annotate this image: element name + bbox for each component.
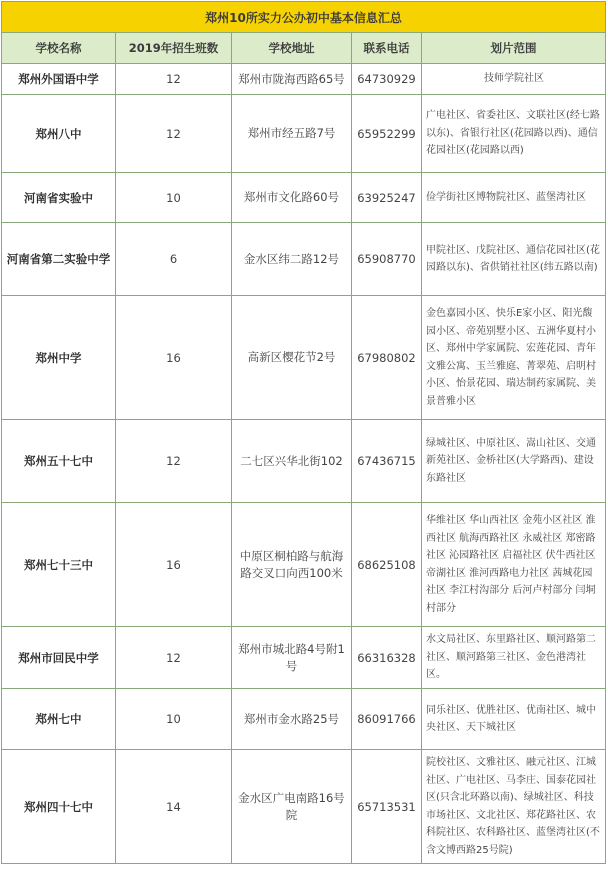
phone-number: 68625108 xyxy=(352,503,422,627)
phone-number: 65952299 xyxy=(352,95,422,173)
title-row xyxy=(2,2,606,33)
phone-number: 65908770 xyxy=(352,223,422,296)
phone-number: 86091766 xyxy=(352,689,422,750)
school-address: 中原区桐柏路与航海路交叉口向西100米 xyxy=(232,503,352,627)
school-name: 郑州四十七中 xyxy=(2,750,116,864)
district-range: 绿城社区、中原社区、嵩山社区、交通新苑社区、金桥社区(大学路西)、建设东路社区 xyxy=(422,420,606,503)
school-address: 二七区兴华北街102 xyxy=(232,420,352,503)
header-school-name: 学校名称 xyxy=(2,33,116,64)
school-address: 金水区广电南路16号院 xyxy=(232,750,352,864)
header-phone: 联系电话 xyxy=(352,33,422,64)
table-row xyxy=(2,420,606,503)
school-address: 郑州市文化路60号 xyxy=(232,173,352,223)
class-count: 14 xyxy=(116,750,232,864)
phone-number: 65713531 xyxy=(352,750,422,864)
header-row xyxy=(2,33,606,64)
school-address: 郑州市经五路7号 xyxy=(232,95,352,173)
school-name: 郑州外国语中学 xyxy=(2,64,116,95)
table-row xyxy=(2,627,606,689)
school-address: 郑州市城北路4号附1号 xyxy=(232,627,352,689)
school-address: 郑州市陇海西路65号 xyxy=(232,64,352,95)
header-class-count: 2019年招生班数 xyxy=(116,33,232,64)
class-count: 16 xyxy=(116,503,232,627)
class-count: 12 xyxy=(116,420,232,503)
district-range: 金色嘉园小区、快乐E家小区、阳光馥园小区、帝苑别墅小区、五洲华夏村小区、郑州中学家属院、宏莲花园、青年文雅公寓、玉兰雅庭、菁翠苑、启明村小区、怡景花园、瑞达制药家属院、美景普雅小区 xyxy=(422,296,606,420)
table-title: 郑州10所实力公办初中基本信息汇总 xyxy=(2,2,606,33)
phone-number: 64730929 xyxy=(352,64,422,95)
school-name: 郑州七十三中 xyxy=(2,503,116,627)
district-range: 甲院社区、戊院社区、通信花园社区(花园路以东)、省供销社社区(纬五路以南) xyxy=(422,223,606,296)
district-range: 院校社区、文雅社区、融元社区、江城社区、广电社区、马李庄、国泰花园社区(只含北环路以南)、绿城社区、科技市场社区、文北社区、郑花路社区、农科院社区、农科路社区、蓝堡湾社区(不含文博西路25号院) xyxy=(422,750,606,864)
district-range: 水文局社区、东里路社区、顺河路第二社区、顺河路第三社区、金色港湾社区。 xyxy=(422,627,606,689)
school-address: 郑州市金水路25号 xyxy=(232,689,352,750)
header-address: 学校地址 xyxy=(232,33,352,64)
class-count: 10 xyxy=(116,173,232,223)
table-row xyxy=(2,95,606,173)
school-name: 河南省第二实验中学 xyxy=(2,223,116,296)
header-district-range: 划片范围 xyxy=(422,33,606,64)
district-range: 俭学街社区博物院社区、蓝堡湾社区 xyxy=(422,173,606,223)
table-row xyxy=(2,750,606,864)
school-info-sheet xyxy=(1,1,605,864)
class-count: 16 xyxy=(116,296,232,420)
phone-number: 66316328 xyxy=(352,627,422,689)
phone-number: 63925247 xyxy=(352,173,422,223)
class-count: 6 xyxy=(116,223,232,296)
class-count: 10 xyxy=(116,689,232,750)
school-name: 郑州七中 xyxy=(2,689,116,750)
district-range: 同乐社区、优胜社区、优南社区、城中央社区、天下城社区 xyxy=(422,689,606,750)
table-row xyxy=(2,64,606,95)
school-name: 河南省实验中 xyxy=(2,173,116,223)
class-count: 12 xyxy=(116,95,232,173)
table-row xyxy=(2,173,606,223)
school-name: 郑州中学 xyxy=(2,296,116,420)
school-name: 郑州五十七中 xyxy=(2,420,116,503)
school-address: 高新区樱花节2号 xyxy=(232,296,352,420)
class-count: 12 xyxy=(116,627,232,689)
table-row xyxy=(2,296,606,420)
school-name: 郑州八中 xyxy=(2,95,116,173)
district-range: 广电社区、省委社区、文联社区(经七路以东)、省银行社区(花园路以西)、通信花园社区(花园路以西) xyxy=(422,95,606,173)
table-row xyxy=(2,503,606,627)
table-row xyxy=(2,223,606,296)
school-info-table xyxy=(1,1,606,864)
phone-number: 67436715 xyxy=(352,420,422,503)
district-range: 技师学院社区 xyxy=(422,64,606,95)
class-count: 12 xyxy=(116,64,232,95)
district-range: 华维社区 华山西社区 金苑小区社区 淮西社区 航海西路社区 永威社区 郑密路社区 沁园路社区 启福社区 伏牛西社区 帝湖社区 淮河西路电力社区 茜城花园社区 李江村沟部分 后河卢村部分 闫垌村部分 xyxy=(422,503,606,627)
school-address: 金水区纬二路12号 xyxy=(232,223,352,296)
table-row xyxy=(2,689,606,750)
phone-number: 67980802 xyxy=(352,296,422,420)
school-name: 郑州市回民中学 xyxy=(2,627,116,689)
